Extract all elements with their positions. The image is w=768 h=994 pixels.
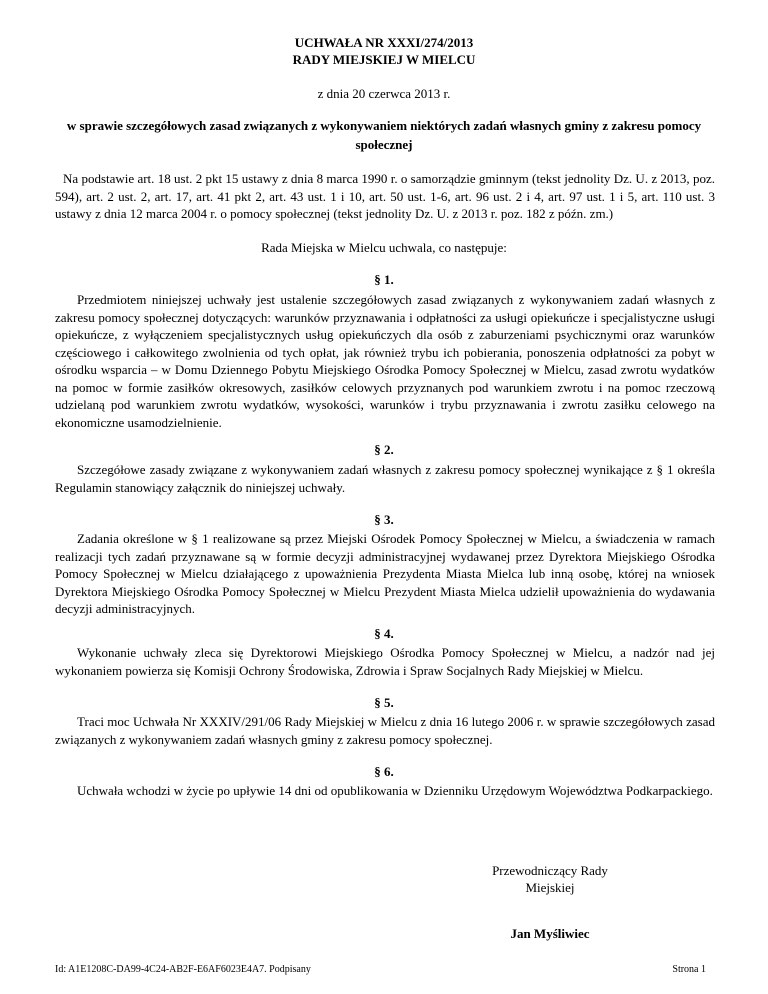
section-heading-3: § 3.	[374, 512, 394, 527]
signature-role-line1: Przewodniczący Rady	[492, 863, 608, 878]
section-heading-4: § 4.	[374, 626, 394, 641]
section-text-6: Uchwała wchodzi w życie po upływie 14 dni od opublikowania w Dzienniku Urzędowym Województwa Podkarpackiego.	[77, 783, 713, 798]
council-name: RADY MIEJSKIEJ W MIELCU	[292, 52, 476, 67]
page-number: Strona 1	[672, 964, 706, 975]
resolves-line: Rada Miejska w Mielcu uchwala, co następuje:	[261, 240, 507, 255]
resolution-date: z dnia 20 czerwca 2013 r.	[317, 86, 451, 101]
section-text-3: Zadania określone w § 1 realizowane są przez Miejski Ośrodek Pomocy Społecznej w Mielcu, a świadczenia w ramach realizacji tych zadań przyznawane są w formie decyzji administracyjnej wydawanej przez Dyrektora Miejskiego Ośrodka Pomocy Społecznej w Mielcu działającego z upoważnienia Prezydenta Miasta Mielca lub inną osobę, której na wniosek Dyrektora Miejskiego Ośrodka Pomocy Społecznej w Mielcu Prezydent Miasta Mielca udzielił upoważnienia do wydawania decyzji administracyjnych.	[55, 531, 715, 616]
section-heading-1: § 1.	[374, 272, 394, 287]
resolution-number: UCHWAŁA NR XXXI/274/2013	[294, 35, 474, 50]
section-text-4: Wykonanie uchwały zleca się Dyrektorowi Miejskiego Ośrodka Pomocy Społecznej w Mielcu, a nadzór nad jej wykonaniem powierza się Komisji Ochrony Środowiska, Zdrowia i Spraw Socjalnych Rady Miejskiej w Mielcu.	[55, 645, 715, 678]
section-heading-2: § 2.	[374, 442, 394, 457]
resolution-subject: w sprawie szczegółowych zasad związanych z wykonywaniem niektórych zadań własnych gminy z zakresu pomocy społecznej	[66, 118, 702, 152]
section-text-1: Przedmiotem niniejszej uchwały jest ustalenie szczegółowych zasad związanych z wykonywaniem zadań własnych z zakresu pomocy społecznej dotyczących: warunków przyznawania i odpłatności za usługi opiekuńcze i specjalistyczne usługi opiekuńcze, z wyłączeniem specjalistycznych usług opiekuńczych dla osób z zaburzeniami psychicznymi oraz warunków częściowego i całkowitego zwolnienia od tych opłat, jak również trybu ich pobierania, ponoszenia odpłatności za pobyt w ośrodku wsparcia – w Domu Dziennego Pobytu Miejskiego Ośrodka Pomocy Społecznej w Mielcu, zasad zwrotu wydatków na pomoc w formie zasiłków okresowych, zasiłków celowych przyznanych pod warunkiem zwrotu i na pomoc rzeczową udzielaną pod warunkiem zwrotu wydatków, wysokości, warunków i trybu przyznawania i zwrotu zasiłku celowego na ekonomiczne usamodzielnienie.	[55, 292, 715, 430]
preamble: Na podstawie art. 18 ust. 2 pkt 15 ustawy z dnia 8 marca 1990 r. o samorządzie gminnym (tekst jednolity Dz. U. z 2013, poz. 594), art. 2 ust. 2, art. 17, art. 41 pkt 2, art. 43 ust. 1 i 10, art. 50 ust. 1-6, art. 96 ust. 2 i 4, art. 97 ust. 1 i 5, art. 110 ust. 3 ustawy z dnia 12 marca 2004 r. o pomocy społecznej (tekst jednolity Dz. U. z 2013 r. poz. 182 z późn. zm.)	[55, 171, 715, 221]
section-heading-6: § 6.	[374, 764, 394, 779]
signature-role-line2: Miejskiej	[525, 880, 575, 895]
section-heading-5: § 5.	[374, 695, 394, 710]
signature-name: Jan Myśliwiec	[510, 926, 590, 941]
section-text-5: Traci moc Uchwała Nr XXXIV/291/06 Rady Miejskiej w Mielcu z dnia 16 lutego 2006 r. w sprawie szczegółowych zasad związanych z wykonywaniem zadań własnych gminy z zakresu pomocy społecznej.	[55, 714, 715, 747]
document-id: Id: A1E1208C-DA99-4C24-AB2F-E6AF6023E4A7. Podpisany	[55, 964, 311, 975]
section-text-2: Szczegółowe zasady związane z wykonywaniem zadań własnych z zakresu pomocy społecznej wynikające z § 1 określa Regulamin stanowiący załącznik do niniejszej uchwały.	[55, 462, 715, 495]
